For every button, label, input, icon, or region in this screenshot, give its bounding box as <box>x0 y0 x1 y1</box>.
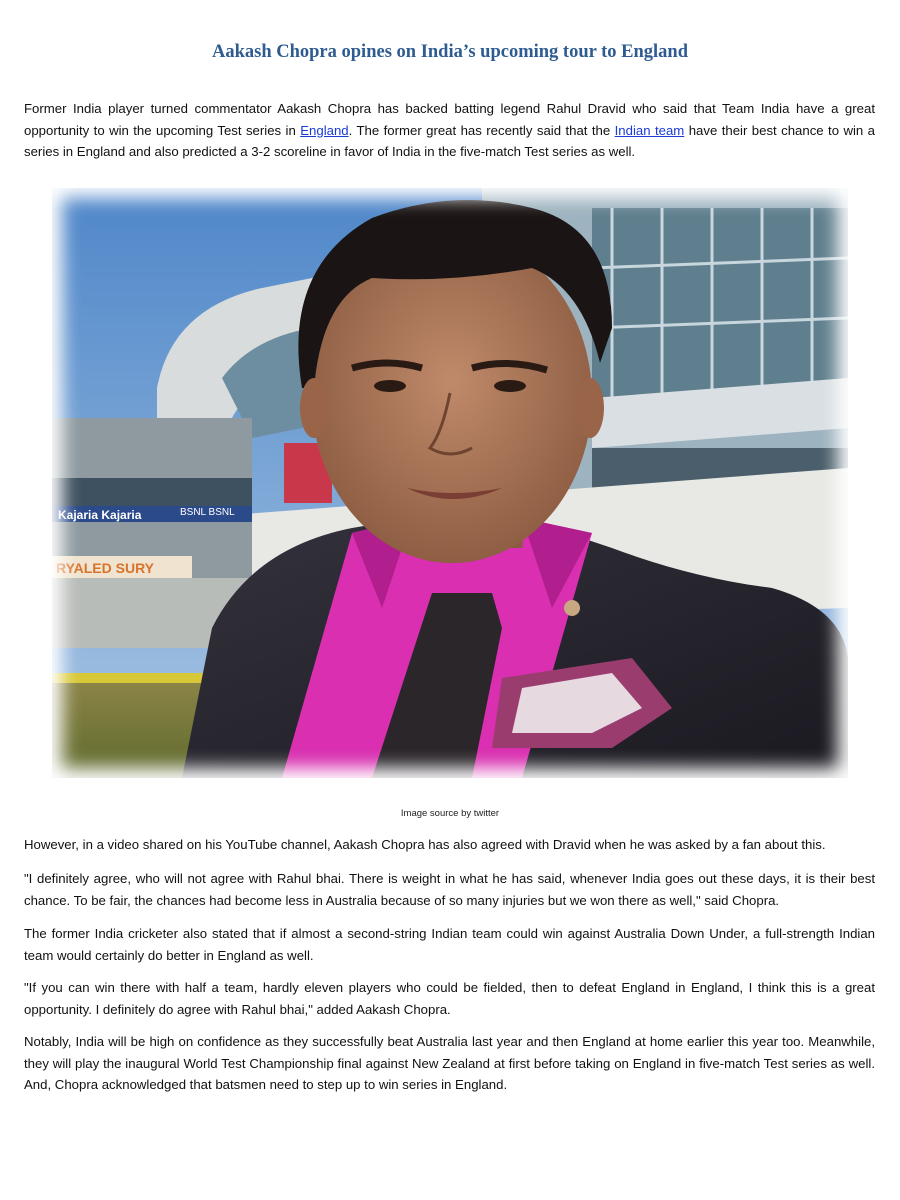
intro-text-2: . The former great has recently said that the <box>348 122 615 138</box>
paragraph-second-string: The former India cricketer also stated that if almost a second-string Indian team could win against Australia Down Under, a full-strength Indian team would certainly do better in England as well. <box>24 926 875 963</box>
paragraph-quote-agree: "I definitely agree, who will not agree with Rahul bhai. There is weight in what he has said, whenever India goes out these days, it is their best chance. To be fair, the chances had become less in Australia because of so many injuries but we won there as well," said Chopra. <box>24 871 875 908</box>
stadium-sign-bsnl: BSNL BSNL <box>180 507 235 518</box>
intro-text-1: Former India player turned commentator Aakash Chopra has backed batting legend Rahul Dravid who said that Team India have a great opportunity to win the upcoming Test series in <box>24 101 875 138</box>
indian-team-link[interactable]: Indian team <box>614 122 685 138</box>
article-title: Aakash Chopra opines on India’s upcoming tour to England <box>211 42 688 62</box>
aakash-chopra-photo <box>52 188 848 778</box>
paragraph-confidence: Notably, India will be high on confidence as they successfully beat Australia last year and then England at home earlier this year too. Meanwhile, they will play the inaugural World Test Championship final against New Zealand at first before taking on England in five-match Test series as well. And, Chopra acknowledged that batsmen need to step up to win series in England. <box>24 1034 875 1092</box>
stadium-sign-kajaria: Kajaria Kajaria <box>58 508 142 522</box>
paragraph-quote-half-team: "If you can win there with half a team, hardly eleven players who could be fielded, then to defeat England in England, I think this is a great opportunity. I definitely do agree with Rahul bhai," added Aakash Chopra. <box>24 980 875 1017</box>
paragraph-youtube: However, in a video shared on his YouTube channel, Aakash Chopra has also agreed with Dravid when he was asked by a fan about this. <box>24 837 826 852</box>
england-link[interactable]: England <box>300 122 349 138</box>
article-photo <box>52 188 848 778</box>
intro-text-3: have their best chance to win a series in England and also predicted a 3-2 scoreline in favor of India in the five-match Test series as well. <box>24 122 876 159</box>
image-caption: Image source by twitter <box>400 808 500 819</box>
intro-paragraph <box>24 98 875 163</box>
stadium-sign-sury: RYALED SURY <box>56 560 155 576</box>
